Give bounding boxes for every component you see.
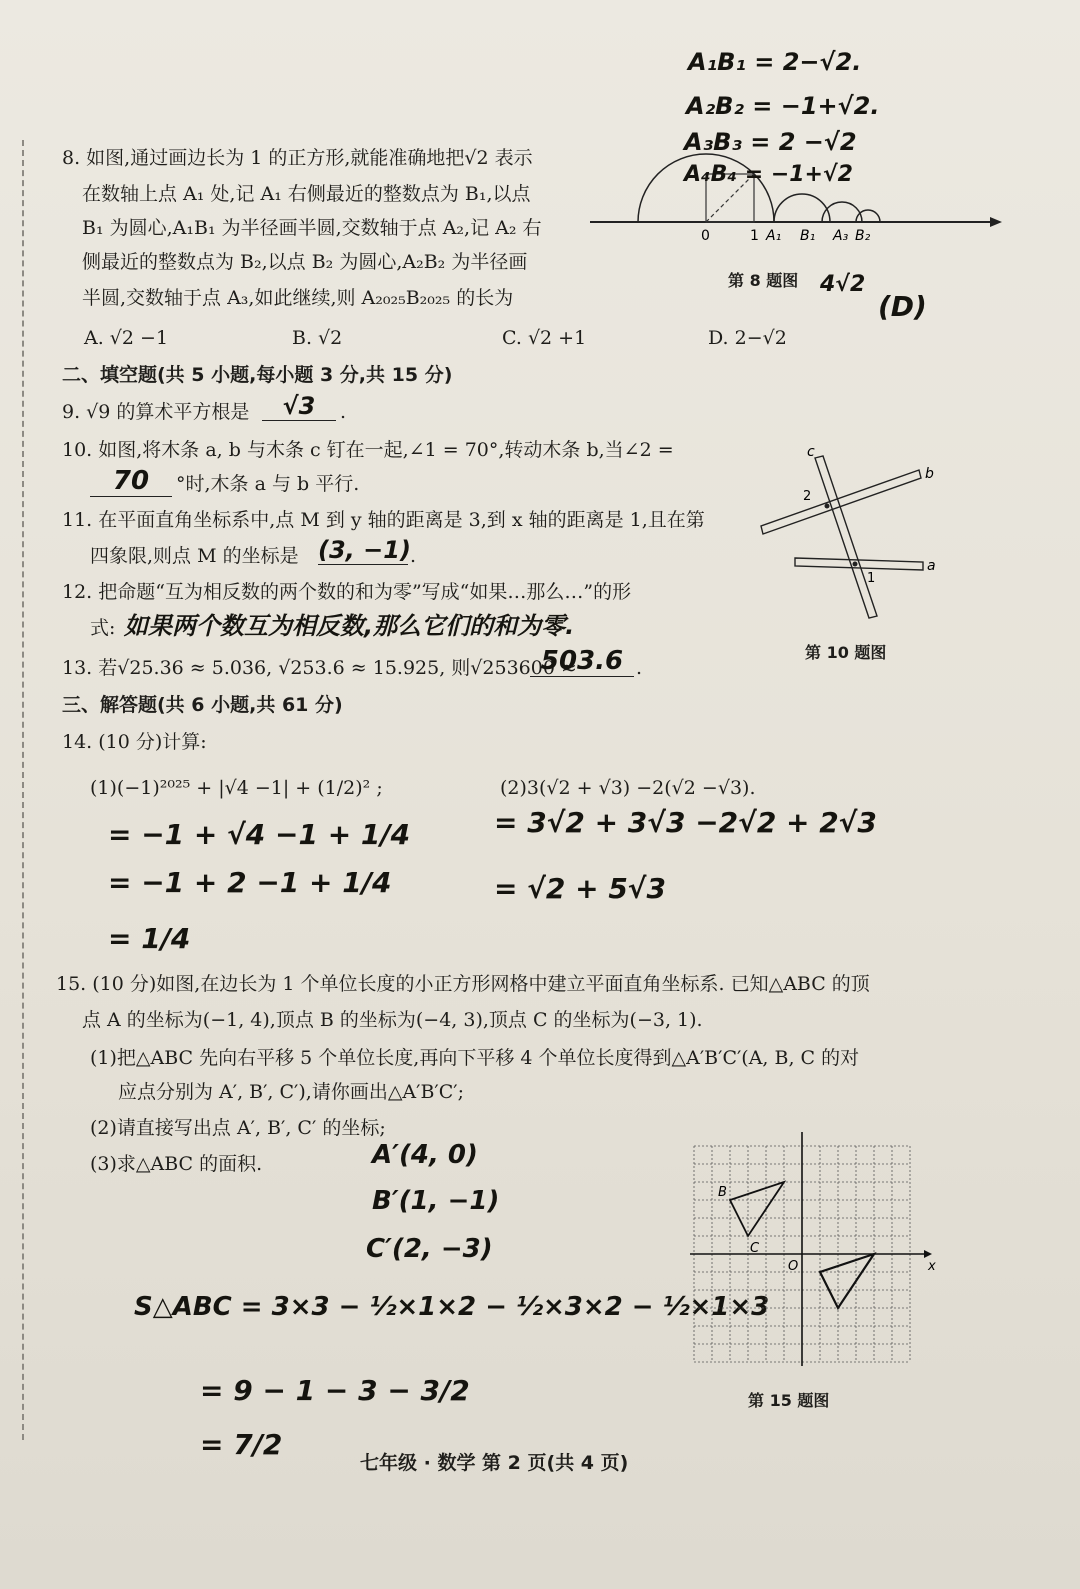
- q8-line-1: 8. 如图,通过画边长为 1 的正方形,就能准确地把√2 表示: [62, 147, 533, 169]
- q10-line-2: °时,木条 a 与 b 平行.: [176, 473, 360, 495]
- x-axis-arrow: [924, 1250, 932, 1258]
- q12-line-1: 12. 把命题“互为相反数的两个数的和为零”写成“如果…那么…”的形: [62, 581, 632, 603]
- nail-top: [825, 504, 830, 509]
- q14-work-1-line-1: = −1 + √4 −1 + 1/4: [108, 818, 411, 851]
- q15-hw-area-line-2: = 9 − 1 − 3 − 3/2: [200, 1374, 470, 1407]
- q8-line-5: 半圆,交数轴于点 A₃,如此继续,则 A₂₀₂₅B₂₀₂₅ 的长为: [82, 287, 514, 309]
- q15-hw-area-line-1: S△ABC = 3×3 − ½×1×2 − ½×3×2 − ½×1×3: [134, 1292, 770, 1322]
- q9-end: .: [340, 401, 347, 423]
- tick-1: 1: [750, 228, 759, 244]
- q15-figure-caption: 第 15 题图: [748, 1391, 830, 1410]
- angle-2-label: 2: [803, 489, 812, 504]
- q10-answer: 70: [90, 466, 172, 497]
- q14-part-1: (1)(−1)²⁰²⁵ + |√4 −1| + (1/2)² ;: [90, 777, 383, 799]
- label-a: a: [927, 558, 936, 574]
- q15-hw-coord-a: A′(4, 0): [372, 1140, 478, 1170]
- q8-figure-caption: 第 8 题图: [728, 271, 799, 290]
- page-footer: 七年级 · 数学 第 2 页(共 4 页): [360, 1452, 629, 1474]
- section-3-heading: 三、解答题(共 6 小题,共 61 分): [62, 694, 343, 716]
- q8-option-b: B. √2: [292, 327, 343, 349]
- number-line-arrow: [990, 217, 1002, 227]
- q11-line-1: 11. 在平面直角坐标系中,点 M 到 y 轴的距离是 3,到 x 轴的距离是 1,且在第: [62, 509, 705, 531]
- q15-hw-coord-c: C′(2, −3): [366, 1234, 493, 1264]
- label-b2: B₂: [855, 228, 871, 244]
- q8-hw-bottom: 4√2: [820, 272, 866, 297]
- q14-work-2-line-1: = 3√2 + 3√3 −2√2 + 2√3: [494, 806, 877, 839]
- q12-answer: 如果两个数互为相反数,那么它们的和为零.: [124, 612, 575, 640]
- q10-figure: [755, 448, 945, 638]
- q15-hw-area-line-3: = 7/2: [200, 1428, 283, 1461]
- section-2-heading: 二、填空题(共 5 小题,每小题 3 分,共 15 分): [62, 364, 453, 386]
- q15-part-2: (2)请直接写出点 A′, B′, C′ 的坐标;: [90, 1117, 386, 1139]
- q8-line-3: B₁ 为圆心,A₁B₁ 为半径画半圆,交数轴于点 A₂,记 A₂ 右: [82, 217, 542, 239]
- q14-work-2-line-2: = √2 + 5√3: [494, 872, 666, 905]
- q8-line-4: 侧最近的整数点为 B₂,以点 B₂ 为圆心,A₂B₂ 为半径画: [82, 251, 528, 273]
- q8-line-2: 在数轴上点 A₁ 处,记 A₁ 右侧最近的整数点为 B₁,以点: [82, 183, 531, 205]
- q8-option-d: D. 2−√2: [708, 327, 787, 349]
- q15-grid-figure: [652, 1132, 952, 1390]
- q14-work-1-line-3: = 1/4: [108, 922, 191, 955]
- q13-end: .: [636, 657, 643, 679]
- label-a1: A₁: [766, 228, 782, 244]
- q15-line-1: 15. (10 分)如图,在边长为 1 个单位长度的小正方形网格中建立平面直角坐标系. 已知△ABC 的顶: [56, 973, 870, 995]
- q12-line-2: 式:: [90, 617, 116, 639]
- triangle-a-prime-b-prime-c-prime: [820, 1254, 874, 1308]
- q15-part-1a: (1)把△ABC 先向右平移 5 个单位长度,再向下平移 4 个单位长度得到△A′B′C′(A, B, C 的对: [90, 1047, 860, 1069]
- binding-margin-line: [22, 140, 24, 1440]
- label-origin: O: [788, 1259, 799, 1274]
- q15-part-1b: 应点分别为 A′, B′, C′),请你画出△A′B′C′;: [118, 1081, 464, 1103]
- label-point-b: B: [718, 1185, 727, 1200]
- stick-b: [761, 470, 921, 534]
- q9-answer: √3: [262, 392, 336, 421]
- q15-part-3: (3)求△ABC 的面积.: [90, 1153, 263, 1175]
- label-x-axis: x: [928, 1259, 936, 1274]
- q9-text: 9. √9 的算术平方根是: [62, 401, 250, 423]
- q13-answer: 503.6: [530, 646, 634, 677]
- q8-option-a: A. √2 −1: [84, 327, 169, 349]
- q11-answer: (3, −1): [318, 536, 411, 564]
- q11-line-2: 四象限,则点 M 的坐标是: [90, 545, 299, 567]
- q8-hw-note-1: A₁B₁ = 2−√2.: [688, 48, 862, 76]
- triangle-abc: [730, 1182, 784, 1236]
- q8-option-c: C. √2 +1: [502, 327, 587, 349]
- semicircle-1: [774, 194, 830, 222]
- tick-0: 0: [701, 228, 710, 244]
- label-a3: A₃: [833, 228, 849, 244]
- label-b1: B₁: [800, 228, 816, 244]
- q14-title: 14. (10 分)计算:: [62, 731, 207, 753]
- q8-hw-answer: (D): [878, 290, 927, 323]
- q8-hw-note-4: A₄B₄ = −1+√2: [684, 162, 853, 187]
- label-point-c: C: [750, 1241, 760, 1256]
- q15-hw-coord-b: B′(1, −1): [372, 1186, 500, 1216]
- stick-c: [815, 456, 877, 618]
- q13-text: 13. 若√25.36 ≈ 5.036, √253.6 ≈ 15.925, 则√253600 ≈: [62, 657, 577, 679]
- label-c: c: [807, 448, 815, 460]
- q14-part-2: (2)3(√2 + √3) −2(√2 −√3).: [500, 777, 756, 799]
- label-b: b: [925, 466, 934, 482]
- q14-work-1-line-2: = −1 + 2 −1 + 1/4: [108, 866, 392, 899]
- q15-line-2: 点 A 的坐标为(−1, 4),顶点 B 的坐标为(−4, 3),顶点 C 的坐标为(−3, 1).: [82, 1009, 703, 1031]
- angle-1-label: 1: [867, 571, 876, 586]
- q11-end: .: [410, 545, 417, 567]
- nail-bottom: [853, 562, 858, 567]
- q10-figure-caption: 第 10 题图: [805, 643, 887, 662]
- q10-line-1: 10. 如图,将木条 a, b 与木条 c 钉在一起,∠1 = 70°,转动木条 b,当∠2 =: [62, 439, 674, 461]
- q8-hw-note-2: A₂B₂ = −1+√2.: [686, 92, 880, 120]
- q8-hw-note-3: A₃B₃ = 2 −√2: [684, 128, 857, 156]
